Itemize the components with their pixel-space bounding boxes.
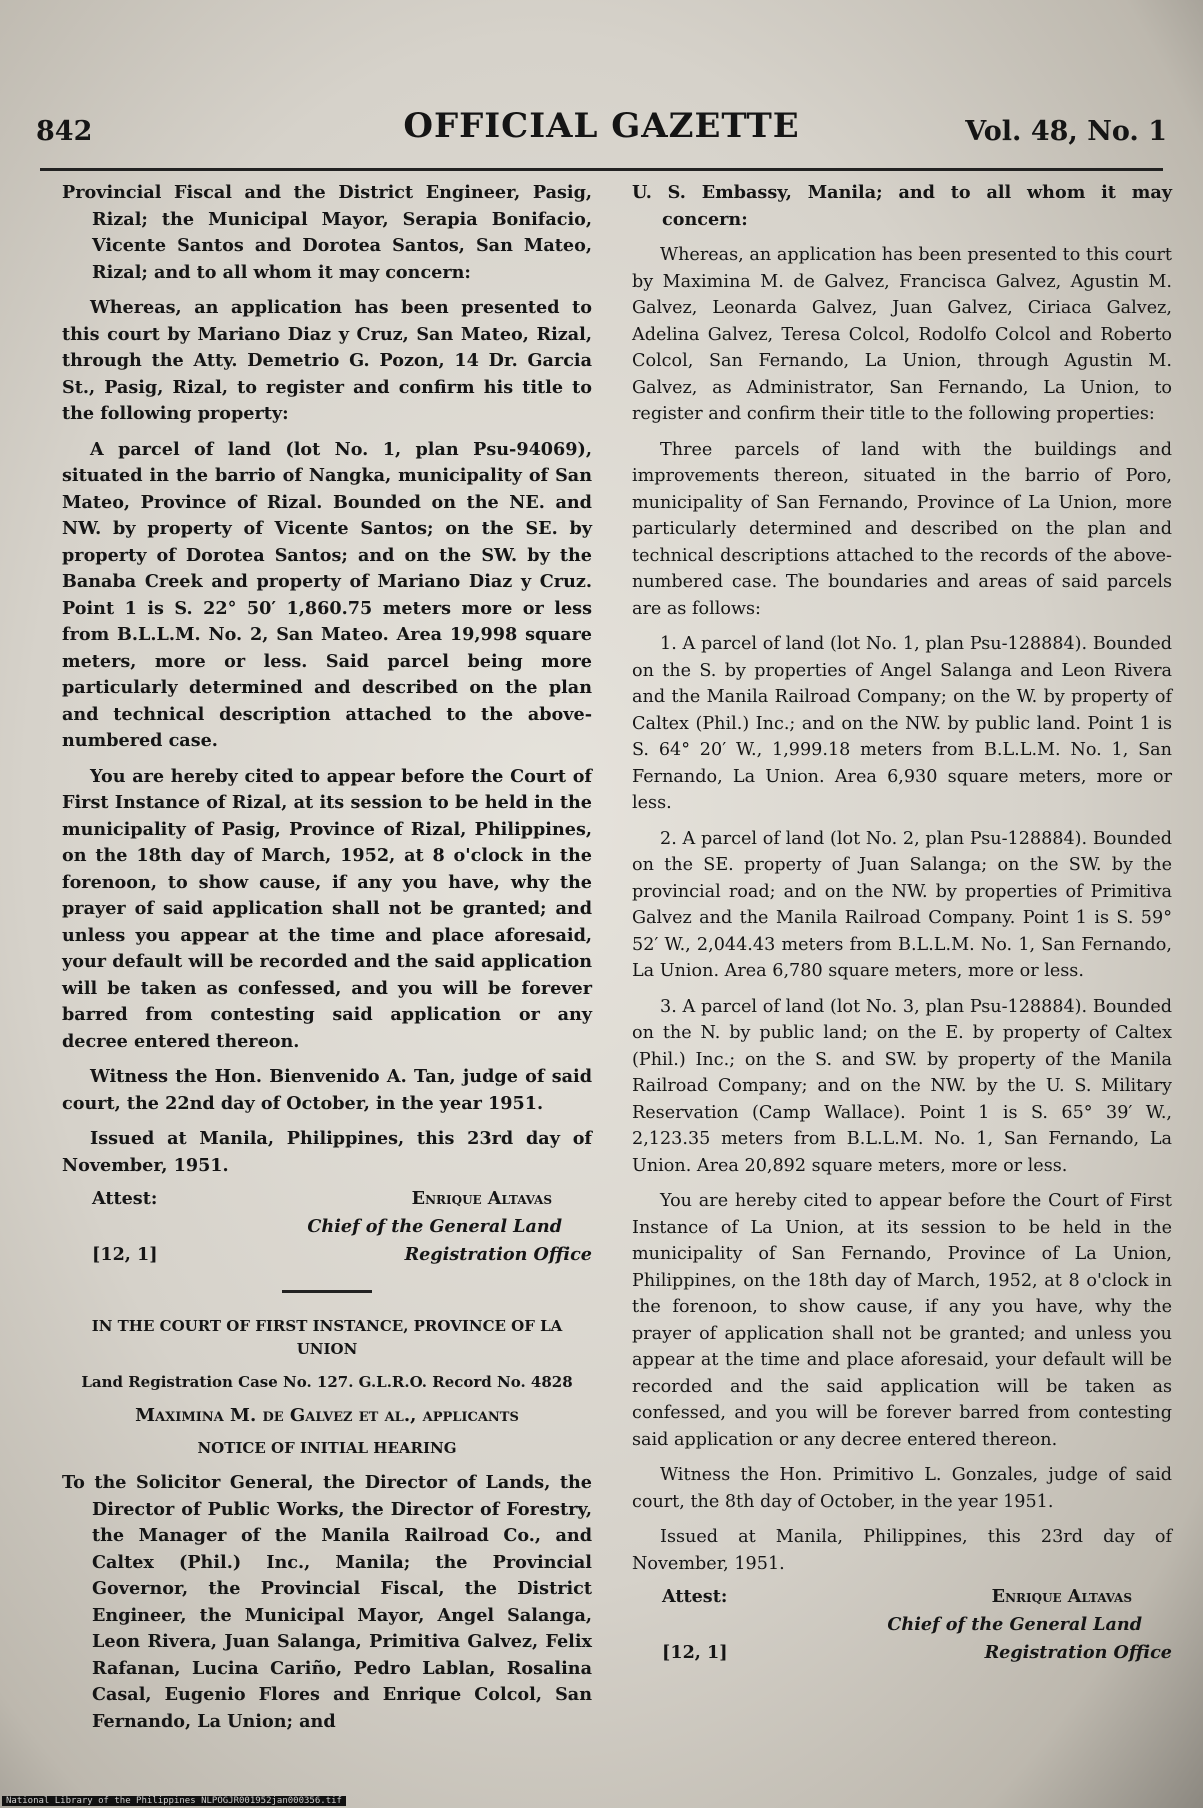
page-header — [36, 106, 1167, 156]
attest-block — [62, 1188, 592, 1276]
whereas-paragraph: Whereas, an application has been presented to this court by Mariano Diaz y Cruz, San Mateo, Rizal, through the Atty. Demetrio G. Pozon, 14 Dr. Garcia St., Pasig, Rizal, to register and confirm his title to the following property: — [62, 297, 592, 424]
attest-title: Chief of the General Land — [887, 1614, 1142, 1635]
page-number: 842 — [36, 116, 93, 147]
attest-label: Attest: — [662, 1586, 728, 1607]
publication-title: OFFICIAL GAZETTE — [403, 106, 800, 146]
scan-footer: National Library of the Philippines NLPOGJR001952jan000356.tif — [2, 1796, 346, 1806]
case-line: Land Registration Case No. 127. G.L.R.O. Record No. 4828 — [81, 1373, 573, 1391]
court-heading: IN THE COURT OF FIRST INSTANCE, PROVINCE OF LA UNION — [91, 1317, 563, 1358]
addressees-paragraph: Provincial Fiscal and the District Engineer, Pasig, Rizal; the Municipal Mayor, Serapia Bonifacio, Vicente Santos and Dorotea Santos, San Mateo, Rizal; and to all whom it may concern: — [62, 182, 592, 283]
notice-title: NOTICE OF INITIAL HEARING — [197, 1439, 457, 1457]
volume-number: Vol. 48, No. 1 — [965, 116, 1167, 147]
header-rule — [40, 168, 1163, 171]
parcels-intro-paragraph: Three parcels of land with the buildings and improvements thereon, situated in the barrio of Poro, municipality of San Fernando, Province of La Union, more particularly determined and described on the plan and technical descriptions attached to the records of the above-numbered case. The boundaries and areas of said parcels are as follows: — [632, 439, 1172, 619]
left-column — [62, 180, 592, 1744]
issued-paragraph: Issued at Manila, Philippines, this 23rd day of November, 1951. — [632, 1527, 1172, 1574]
witness-paragraph: Witness the Hon. Primitivo L. Gonzales, judge of said court, the 8th day of October, in the year 1951. — [632, 1465, 1172, 1512]
attest-office: Registration Office — [984, 1642, 1172, 1663]
attest-ref: [12, 1] — [92, 1244, 158, 1265]
whereas-paragraph: Whereas, an application has been presented to this court by Maximina M. de Galvez, Francisca Galvez, Agustin M. Galvez, Leonarda Galvez, Juan Galvez, Ciriaca Galvez, Adelina Galvez, Teresa Colcol, Rodolfo Colcol and Roberto Colcol, San Fernando, La Union, through Agustin M. Galvez, as Administrator, San Fernando, La Union, to register and confirm their title to the following properties: — [632, 245, 1172, 424]
parcel-1-paragraph: 1. A parcel of land (lot No. 1, plan Psu-128884). Bounded on the S. by properties of Angel Salanga and Leon Rivera and the Manila Railroad Company; on the W. by property of Caltex (Phil.) Inc.; and on the NW. by public land. Point 1 is S. 64° 20′ W., 1,999.18 meters from B.L.L.M. No. 1, San Fernando, La Union. Area 6,930 square meters, more or less. — [632, 634, 1172, 813]
attest-label: Attest: — [92, 1188, 158, 1209]
attest-title: Chief of the General Land — [307, 1216, 562, 1237]
attest-block — [632, 1586, 1172, 1674]
parties-line: Maximina M. de Galvez et al., applicants — [135, 1405, 519, 1426]
attest-office: Registration Office — [404, 1244, 592, 1265]
witness-paragraph: Witness the Hon. Bienvenido A. Tan, judge of said court, the 22nd day of October, in the year 1951. — [62, 1066, 592, 1114]
section-divider — [282, 1290, 372, 1293]
attest-name: Enrique Altavas — [991, 1586, 1132, 1607]
parcel-2-paragraph: 2. A parcel of land (lot No. 2, plan Psu-128884). Bounded on the SE. property of Juan Salanga; on the SW. by the provincial road; and on the NW. by properties of Primitiva Galvez and the Manila Railroad Company. Point 1 is S. 59° 52′ W., 2,044.43 meters from B.L.L.M. No. 1, San Fernando, La Union. Area 6,780 square meters, more or less. — [632, 828, 1172, 981]
issued-paragraph: Issued at Manila, Philippines, this 23rd day of November, 1951. — [62, 1128, 592, 1176]
to-paragraph: To the Solicitor General, the Director of Lands, the Director of Public Works, the Director of Forestry, the Manager of the Manila Railroad Co., and Caltex (Phil.) Inc., Manila; the Provincial Governor, the Provincial Fiscal, the District Engineer, the Municipal Mayor, Angel Salanga, Leon Rivera, Juan Salanga, Primitiva Galvez, Felix Rafanan, Lucina Cariño, Pedro Lablan, Rosalina Casal, Eugenio Flores and Enrique Colcol, San Fernando, La Union; and — [62, 1472, 592, 1732]
parcel-3-paragraph: 3. A parcel of land (lot No. 3, plan Psu-128884). Bounded on the N. by public land; on the E. by property of Caltex (Phil.) Inc.; on the S. and SW. by property of the Manila Railroad Company; and on the NW. by the U. S. Military Reservation (Camp Wallace). Point 1 is S. 65° 39′ W., 2,123.35 meters from B.L.L.M. No. 1, San Fernando, La Union. Area 20,892 square meters, more or less. — [632, 996, 1172, 1176]
cited-paragraph: You are hereby cited to appear before the Court of First Instance of La Union, at its session to be held in the municipality of San Fernando, Province of La Union, Philippines, on the 18th day of March, 1952, at 8 o'clock in the forenoon, to show cause, if any you have, why the prayer of application shall not be granted; and unless you appear at the time and place aforesaid, your default will be recorded and the said application will be taken as confessed, and you will be forever barred from contesting said application or any decree entered thereon. — [632, 1191, 1172, 1450]
right-column — [632, 180, 1172, 1674]
cited-paragraph: You are hereby cited to appear before the Court of First Instance of Rizal, at its session to be held in the municipality of Pasig, Province of Rizal, Philippines, on the 18th day of March, 1952, at 8 o'clock in the forenoon, to show cause, if any you have, why the prayer of said application shall not be granted; and unless you appear at the time and place aforesaid, your default will be recorded and the said application will be taken as confessed, and you will be forever barred from contesting said application or any decree entered thereon. — [62, 765, 592, 1052]
parcel-paragraph: A parcel of land (lot No. 1, plan Psu-94069), situated in the barrio of Nangka, municipality of San Mateo, Province of Rizal. Bounded on the NE. and NW. by property of Vicente Santos; on the SE. by property of Dorotea Santos; and on the SW. by the Banaba Creek and property of Mariano Diaz y Cruz. Point 1 is S. 22° 50′ 1,860.75 meters more or less from B.L.L.M. No. 2, San Mateo. Area 19,998 square meters, more or less. Said parcel being more particularly determined and described on the plan and technical description attached to the above-numbered case. — [62, 438, 592, 751]
attest-ref: [12, 1] — [662, 1642, 728, 1663]
attest-name: Enrique Altavas — [411, 1188, 552, 1209]
continuation-paragraph: U. S. Embassy, Manila; and to all whom it may concern: — [632, 182, 1172, 230]
